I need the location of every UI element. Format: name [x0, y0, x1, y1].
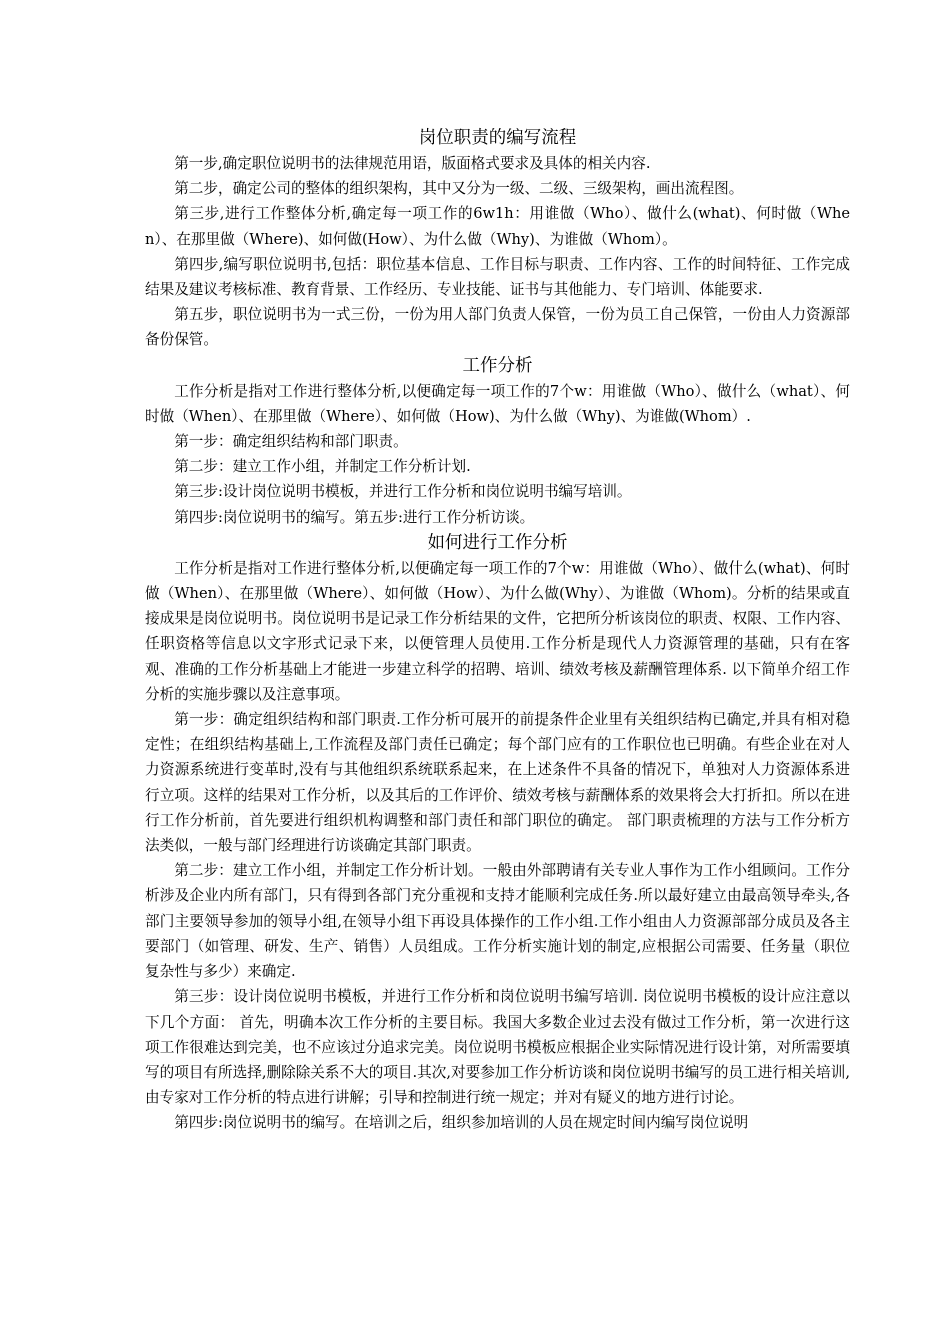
paragraph: 第四步:岗位说明书的编写。第五步:进行工作分析访谈。: [174, 508, 535, 526]
paragraph: 第三步,进行工作整体分析,确定每一项工作的6w1h：用谁做（Who）、做什么(what)、何时做（When）、在那里做（Where)、如何做(How）、为什么做（Why)、为谁做（Whom）。: [145, 205, 850, 248]
paragraph: 第三步:设计岗位说明书模板，并进行工作分析和岗位说明书编写培训。: [174, 483, 632, 501]
paragraph: 第二步：建立工作小组，并制定工作分析计划.: [174, 458, 471, 476]
section-title: 工作分析: [462, 355, 533, 376]
paragraph: 工作分析是指对工作进行整体分析,以便确定每一项工作的7个w：用谁做（Who）、做什么(what)、何时做（When）、在那里做（Where）、如何做（How）、为什么做(Why）、为谁做（Whom)。分析的结果或直接成果是岗位说明书。岗位说明书是记录工作分析结果的文件，它把所分析该岗位的职责、权限、工作内容、任职资格等信息以文字形式记录下来，以便管理人员使用.工作分析是现代人力资源管理的基础，只有在客观、准确的工作分析基础上才能进一步建立科学的招聘、培训、绩效考核及薪酬管理体系. 以下简单介绍工作分析的实施步骤以及注意事项。: [145, 559, 850, 703]
paragraph: 第一步,确定职位说明书的法律规范用语，版面格式要求及具体的相关内容.: [174, 155, 651, 172]
paragraph: 第三步：设计岗位说明书模板，并进行工作分析和岗位说明书编写培训. 岗位说明书模板的设计应注意以下几个方面： 首先，明确本次工作分析的主要目标。我国大多数企业过去没有做过工作分析，第一次进行这项工作很难达到完美，也不应该过分追求完美。岗位说明书模板应根据企业实际情况进行设计第，对所需要填写的项目有所选择,删除除关系不大的项目.其次,对要参加工作分析访谈和岗位说明书编写的员工进行相关培训,由专家对工作分析的特点进行讲解；引导和控制进行统一规定；并对有疑义的地方进行讨论。: [145, 988, 850, 1107]
paragraph: 第五步，职位说明书为一式三份，一份为用人部门负责人保管，一份为员工自己保管，一份由人力资源部备份保管。: [145, 306, 850, 349]
paragraph: 第四步,编写职位说明书,包括：职位基本信息、工作目标与职责、工作内容、工作的时间特征、工作完成结果及建议考核标准、教育背景、工作经历、专业技能、证书与其他能力、专门培训、体能要求.: [145, 255, 850, 299]
paragraph: 第四步:岗位说明书的编写。在培训之后，组织参加培训的人员在规定时间内编写岗位说明: [174, 1114, 749, 1132]
paragraph: 第一步：确定组织结构和部门职责.工作分析可展开的前提条件企业里有关组织结构已确定,并具有相对稳定性；在组织结构基础上,工作流程及部门责任已确定；每个部门应有的工作职位也已明确。有些企业在对人力资源系统进行变革时,没有与其他组织系统联系起来，在上述条件不具备的情况下，单独对人力资源体系进行立项。这样的结果对工作分析，以及其后的工作评价、绩效考核与薪酬体系的效果将会大打折扣。所以在进行工作分析前，首先要进行组织机构调整和部门责任和部门职位的确定。 部门职责梳理的方法与工作分析方法类似，一般与部门经理进行访谈确定其部门职责。: [145, 711, 850, 855]
section-title: 岗位职责的编写流程: [418, 128, 577, 148]
section-title: 如何进行工作分析: [427, 532, 568, 553]
paragraph: 第二步，确定公司的整体的组织架构，其中又分为一级、二级、三级架构，画出流程图。: [174, 180, 744, 198]
paragraph: 第二步：建立工作小组，并制定工作分析计划。一般由外部聘请有关专业人事作为工作小组顾问。工作分析涉及企业内所有部门，只有得到各部门充分重视和支持才能顺利完成任务.所以最好建立由最高领导牵头,各部门主要领导参加的领导小组,在领导小组下再设具体操作的工作小组.工作小组由人力资源部部分成员及各主要部门（如管理、研发、生产、销售）人员组成。工作分析实施计划的制定,应根据公司需要、任务量（职位复杂性与多少）来确定.: [145, 862, 850, 981]
document-body: [145, 125, 850, 1136]
paragraph: 工作分析是指对工作进行整体分析,以便确定每一项工作的7个w：用谁做（Who）、做什么（what）、何时做（When）、在那里做（Where）、如何做（How)、为什么做（Why)、为谁做(Whom）.: [145, 382, 850, 425]
paragraph: 第一步：确定组织结构和部门职责。: [174, 433, 408, 451]
